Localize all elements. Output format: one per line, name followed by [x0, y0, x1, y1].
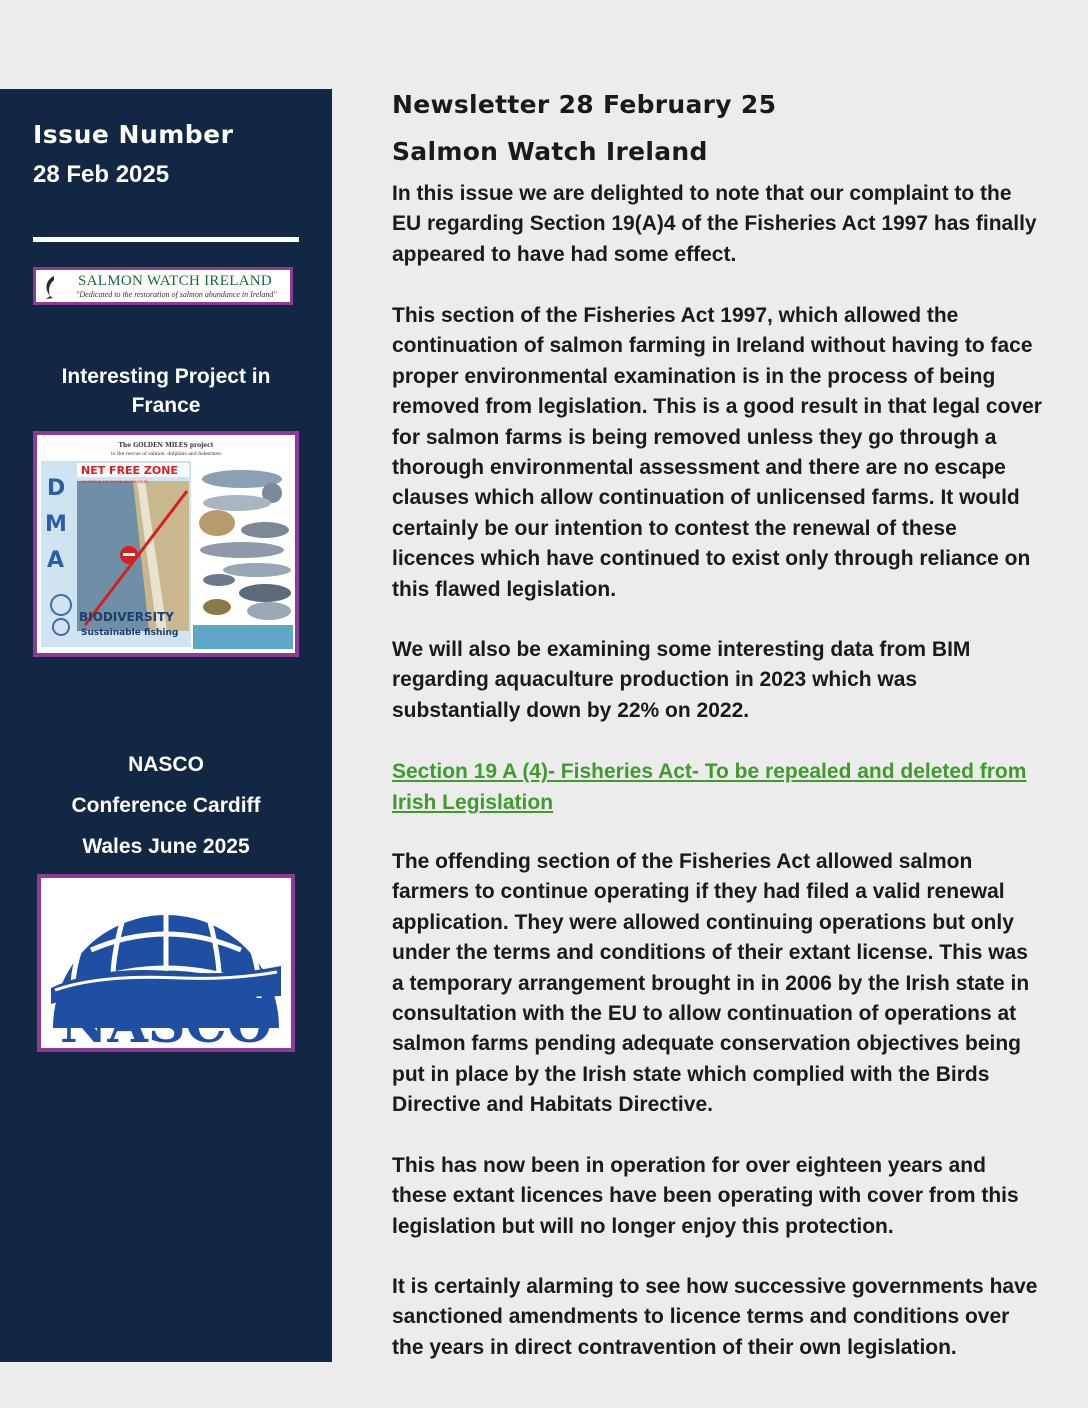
nasco-heading: NASCO [128, 753, 204, 776]
nasco-location-date: Wales June 2025 [82, 835, 250, 858]
issue-date: 28 Feb 2025 [33, 161, 170, 188]
newsletter-title: Newsletter 28 February 25 [392, 90, 777, 119]
banner-name: SALMON WATCH IRELAND [78, 273, 273, 289]
sidebar [0, 89, 332, 1362]
poster-zone-sub: NO NETS IN THE THREE NAUTIC MILES [81, 480, 149, 484]
issue-title: Issue Number [33, 120, 234, 149]
paragraph-intro: In this issue we are delighted to note that our complaint to the EU regarding Section 19(A)4 of the Fisheries Act 1997 has finally appeared to have had some effect. [392, 182, 1037, 266]
paragraph-bim-data: We will also be examining some interesting data from BIM regarding aquaculture production in 2023 which was substantially down by 22% on 2022. [392, 638, 971, 722]
section-19a-link[interactable]: Section 19 A (4)- Fisheries Act- To be repealed and deleted from Irish Legislation [392, 760, 1027, 814]
salmon-watch-ireland-banner [33, 267, 293, 305]
project-poster-graphic [37, 435, 295, 653]
banner-tagline: "Dedicated to the restoration of salmon abundance in Ireland" [76, 290, 277, 299]
sidebar-divider [33, 237, 299, 242]
poster-sustainable: Sustainable fishing [81, 628, 179, 638]
newsletter-subtitle: Salmon Watch Ireland [392, 137, 708, 166]
poster-title: The GOLDEN MILES project [118, 442, 214, 449]
poster-letter-d: D [47, 476, 66, 501]
paragraph-eighteen-years: This has now been in operation for over eighteen years and these extant licences have been operating with cover from this legislation but will no longer enjoy this protection. [392, 1154, 1019, 1238]
poster-letter-m: M [45, 512, 67, 537]
nasco-globe-logo [41, 878, 291, 1048]
golden-miles-project-image[interactable] [33, 431, 299, 657]
nasco-logo-text: NASCO [59, 994, 273, 1048]
poster-zone: NET FREE ZONE [81, 464, 178, 477]
paragraph-governments: It is certainly alarming to see how successive governments have sanctioned amendments to licence terms and conditions over the years in direct contravention of their own legislation. [392, 1275, 1038, 1359]
paragraph-section-removal: This section of the Fisheries Act 1997, which allowed the continuation of salmon farming in Ireland without having to face proper environmental examination is in the process of being removed from legislation. This is a good result in that legal cover for salmon farms is being removed unless they go through a thorough environmental assessment and there are no escape clauses which allow continuation of unlicensed farms. It would certainly be our intention to contest the renewal of these licences which have continued to exist only through reliance on this flawed legislation. [392, 304, 1042, 601]
paragraph-offending-section: The offending section of the Fisheries Act allowed salmon farmers to continue operating if they had filed a valid renewal application. They were allowed continuing operations but only under the terms and conditions of their extant license. This was a temporary arrangement brought in in 2006 by the Irish state in consultation with the EU to allow continuation of operations at salmon farms pending adequate conservation objectives being put in place by the Irish state which complied with the Birds Directive and Habitats Directive. [392, 850, 1030, 1117]
project-heading-line1: Interesting Project in [61, 365, 271, 388]
salmon-logo-icon [40, 274, 70, 300]
poster-biodiversity: BIODIVERSITY [79, 610, 174, 624]
project-heading-line2: France [131, 394, 201, 417]
poster-subtitle: to the rescue of salmon, dolphins and fishermen [111, 452, 221, 457]
nasco-conference: Conference Cardiff [71, 794, 261, 817]
poster-letter-a: A [47, 548, 65, 573]
nasco-logo-image[interactable] [37, 874, 295, 1052]
